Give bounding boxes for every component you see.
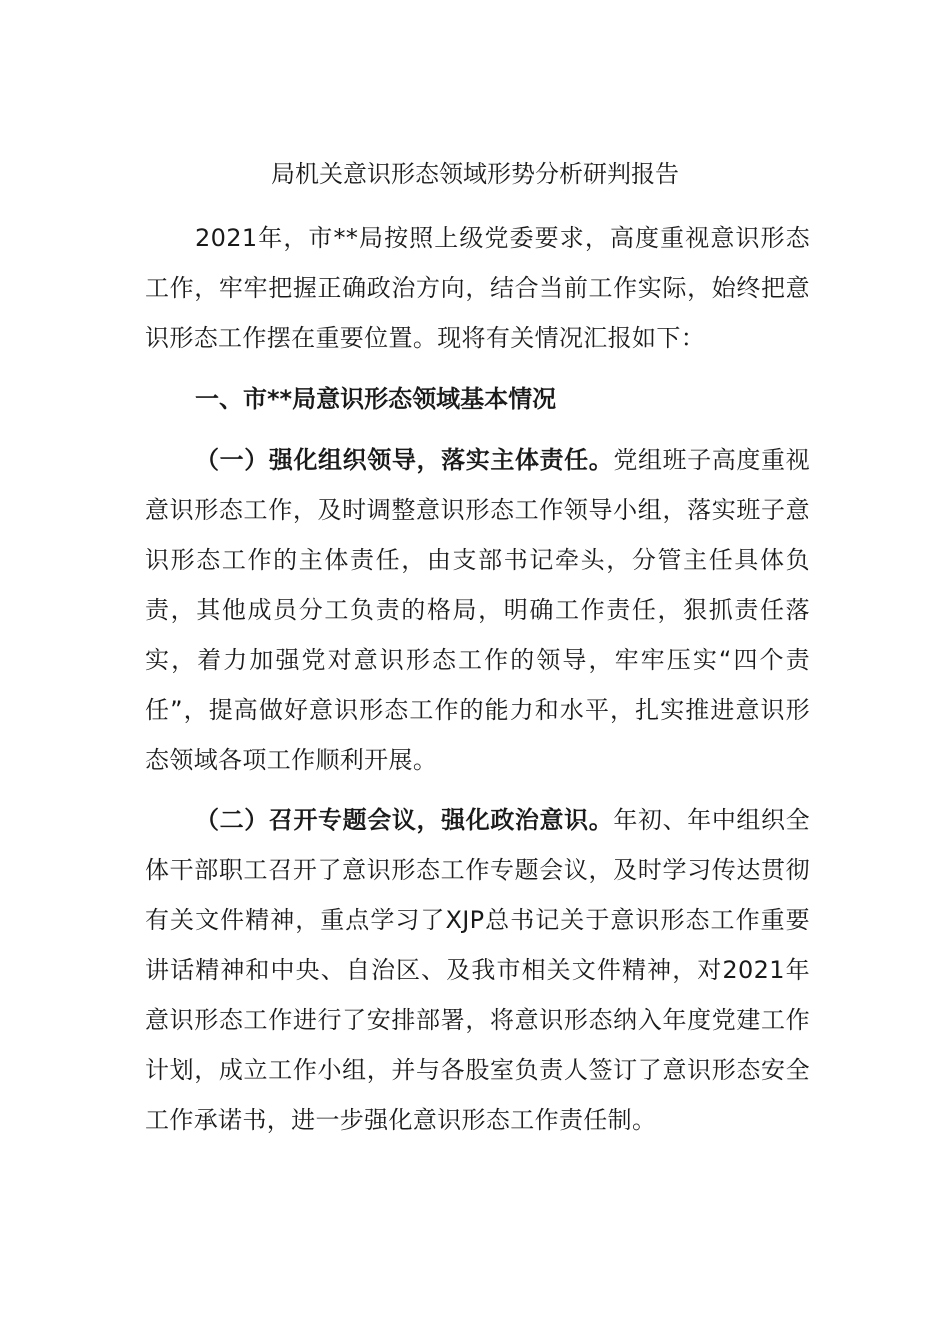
item-1-lead: （一）强化组织领导，落实主体责任。 xyxy=(195,446,614,474)
item-1-body: 党组班子高度重视意识形态工作，及时调整意识形态工作领导小组，落实班子意识形态工作的主体责任，由支部书记牵头，分管主任具体负责，其他成员分工负责的格局，明确工作责任，狠抓责任落实，着力加强党对意识形态工作的领导，牢牢压实“四个责任”，提高做好意识形态工作的能力和水平，扎实推进意识形态领域各项工作顺利开展。 xyxy=(145,446,810,774)
intro-paragraph: 2021年，市**局按照上级党委要求，高度重视意识形态工作，牢牢把握正确政治方向，结合当前工作实际，始终把意识形态工作摆在重要位置。现将有关情况汇报如下： xyxy=(145,224,810,352)
item-2-lead: （二）召开专题会议，强化政治意识。 xyxy=(195,806,614,834)
section-1-heading: 一、市**局意识形态领域基本情况 xyxy=(195,385,557,413)
item-2-body: 年初、年中组织全体干部职工召开了意识形态工作专题会议，及时学习传达贯彻有关文件精神，重点学习了XJP总书记关于意识形态工作重要讲话精神和中央、自治区、及我市相关文件精神，对2021年意识形态工作进行了安排部署，将意识形态纳入年度党建工作计划，成立工作小组，并与各股室负责人签订了意识形态安全工作承诺书，进一步强化意识形态工作责任制。 xyxy=(145,806,810,1134)
document-title: 局机关意识形态领域形势分析研判报告 xyxy=(271,160,679,188)
section-1-item-1-paragraph xyxy=(145,435,810,785)
section-1-item-2-paragraph xyxy=(145,795,810,1145)
